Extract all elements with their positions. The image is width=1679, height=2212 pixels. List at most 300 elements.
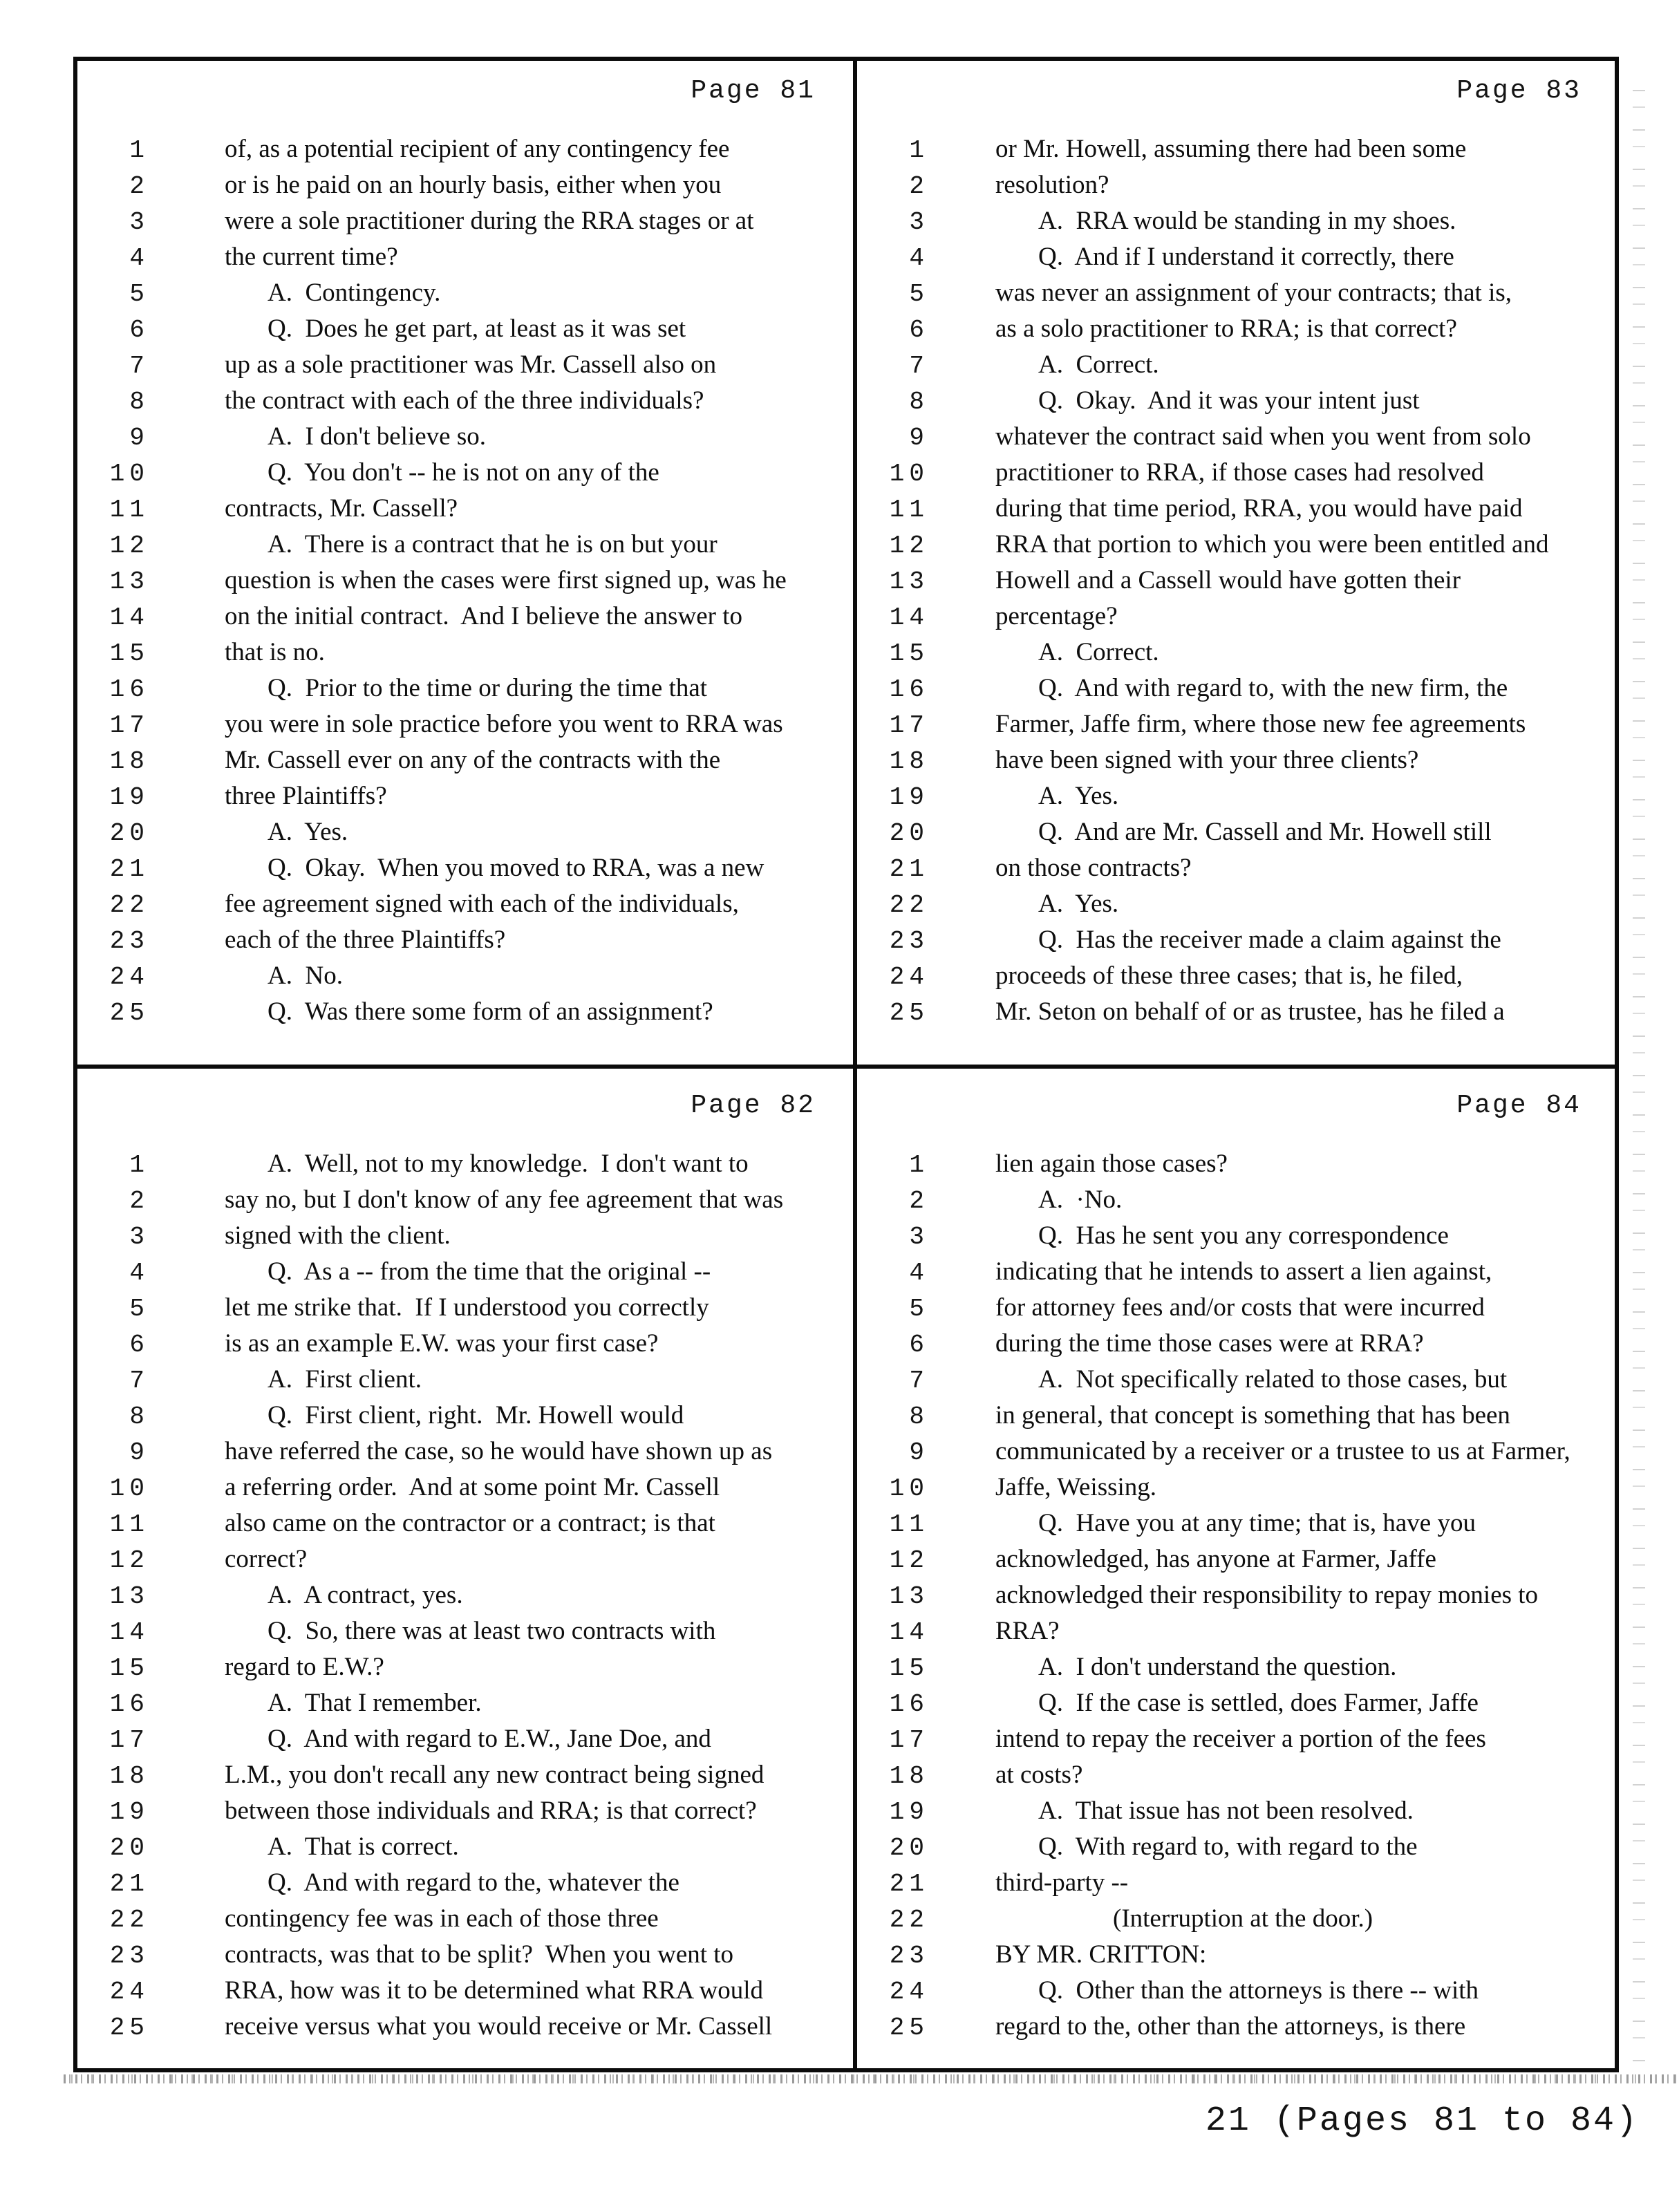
line-text: up as a sole practitioner was Mr. Cassell also on [225, 350, 717, 379]
line-number: 5 [129, 280, 149, 308]
line-number: 10 [889, 1474, 929, 1503]
line-text: L.M., you don't recall any new contract being signed [225, 1761, 765, 1789]
line-number: 14 [889, 603, 929, 632]
line-number: 11 [889, 496, 929, 524]
transcript-line [77, 347, 853, 383]
line-number: 23 [109, 1942, 149, 1970]
sheet-page-footer-label: 21 (Pages 81 to 84) [1205, 2101, 1639, 2141]
transcript-line [77, 599, 853, 635]
line-number: 1 [129, 1151, 149, 1179]
line-text: Mr. Cassell ever on any of the contracts with the [225, 746, 721, 774]
page-header-label: Page 84 [1456, 1091, 1582, 1121]
transcript-line [77, 1829, 853, 1865]
line-number: 13 [109, 1582, 149, 1611]
transcript-line [77, 1506, 853, 1541]
line-number: 2 [909, 1187, 929, 1215]
line-number: 10 [109, 1474, 149, 1503]
line-number: 6 [129, 316, 149, 344]
transcript-line [857, 455, 1619, 491]
line-number: 21 [109, 1870, 149, 1898]
transcript-line [77, 1793, 853, 1829]
line-text: is as an example E.W. was your first case? [225, 1329, 659, 1358]
transcript-line [77, 1218, 853, 1254]
transcript-line [857, 742, 1619, 778]
line-number: 3 [129, 1223, 149, 1251]
line-number: 19 [109, 783, 149, 812]
line-text: of, as a potential recipient of any contingency fee [225, 135, 730, 163]
transcript-line [77, 922, 853, 958]
line-number: 4 [129, 244, 149, 272]
line-text: Jaffe, Weissing. [995, 1473, 1157, 1501]
line-text: during that time period, RRA, you would have paid [995, 494, 1523, 523]
line-text: A. First client. [268, 1365, 422, 1394]
transcript-line [857, 706, 1619, 742]
line-text: for attorney fees and/or costs that were incurred [995, 1293, 1485, 1322]
transcript-line [77, 275, 853, 311]
line-number: 23 [109, 927, 149, 955]
line-number: 25 [109, 2014, 149, 2042]
line-number: 24 [109, 1978, 149, 2006]
line-number: 22 [889, 1906, 929, 1934]
transcript-line [77, 994, 853, 1030]
line-number: 18 [889, 1762, 929, 1790]
transcript-line [857, 635, 1619, 671]
transcript-line [77, 1470, 853, 1506]
line-text: A. Yes. [1038, 890, 1119, 918]
transcript-line [857, 383, 1619, 419]
page-header-label: Page 81 [691, 76, 816, 106]
line-text: question is when the cases were first signed up, was he [225, 566, 787, 594]
line-number: 2 [909, 172, 929, 200]
line-text: correct? [225, 1545, 308, 1573]
line-text: contingency fee was in each of those three [225, 1904, 659, 1933]
line-number: 8 [909, 388, 929, 416]
line-text: have been signed with your three clients? [995, 746, 1419, 774]
line-text: third-party -- [995, 1868, 1129, 1897]
line-text: Q. Has the receiver made a claim against the [1038, 926, 1501, 954]
line-text: Q. Prior to the time or during the time that [268, 674, 708, 702]
line-number: 10 [109, 460, 149, 488]
transcript-lines [77, 1146, 853, 2045]
transcript-line [857, 1793, 1619, 1829]
line-number: 12 [109, 532, 149, 560]
line-text: Q. Okay. And it was your intent just [1038, 386, 1420, 415]
transcript-line [77, 1865, 853, 1901]
line-number: 19 [109, 1798, 149, 1826]
line-number: 6 [129, 1331, 149, 1359]
line-number: 19 [889, 783, 929, 812]
line-number: 8 [129, 388, 149, 416]
page-header-label: Page 82 [691, 1091, 816, 1121]
line-number: 10 [889, 460, 929, 488]
line-text: Q. Okay. When you moved to RRA, was a new [268, 854, 765, 882]
transcript-line [857, 1290, 1619, 1326]
line-text: each of the three Plaintiffs? [225, 926, 506, 954]
line-number: 20 [109, 1834, 149, 1862]
line-number: 9 [129, 1438, 149, 1467]
transcript-line [77, 1721, 853, 1757]
transcript-line [77, 1649, 853, 1685]
transcript-line [857, 850, 1619, 886]
line-text: Farmer, Jaffe firm, where those new fee agreements [995, 710, 1526, 738]
line-number: 7 [129, 352, 149, 380]
transcript-line [77, 1290, 853, 1326]
page-header-label: Page 83 [1456, 76, 1582, 106]
line-text: Mr. Seton on behalf of or as trustee, has he filed a [995, 997, 1505, 1026]
transcript-line [857, 1721, 1619, 1757]
line-text: or Mr. Howell, assuming there had been some [995, 135, 1467, 163]
transcript-line [77, 1398, 853, 1434]
line-text: acknowledged their responsibility to repay monies to [995, 1581, 1539, 1609]
line-text: A. Contingency. [268, 279, 441, 307]
line-text: was never an assignment of your contracts; that is, [995, 279, 1512, 307]
line-text: on the initial contract. And I believe the answer to [225, 602, 743, 630]
line-text: Q. Other than the attorneys is there -- with [1038, 1976, 1479, 2005]
transcript-line [857, 203, 1619, 239]
transcript-line [77, 1326, 853, 1362]
transcript-line [857, 1685, 1619, 1721]
line-number: 15 [109, 639, 149, 668]
line-number: 16 [109, 675, 149, 704]
line-text: say no, but I don't know of any fee agreement that was [225, 1185, 784, 1214]
line-text: communicated by a receiver or a trustee to us at Farmer, [995, 1437, 1570, 1465]
transcript-line [77, 1613, 853, 1649]
line-number: 14 [109, 1618, 149, 1647]
line-text: RRA that portion to which you were been entitled and [995, 530, 1549, 559]
line-number: 5 [129, 1295, 149, 1323]
transcript-line [77, 131, 853, 167]
line-number: 18 [889, 747, 929, 776]
line-text: the contract with each of the three individuals? [225, 386, 704, 415]
transcript-line [77, 455, 853, 491]
transcript-line [77, 1146, 853, 1182]
transcript-line [857, 1649, 1619, 1685]
line-text: receive versus what you would receive or Mr. Cassell [225, 2012, 773, 2041]
page-panel-81 [77, 61, 853, 1065]
line-text: that is no. [225, 638, 325, 666]
transcript-line [77, 1362, 853, 1398]
line-text: Howell and a Cassell would have gotten their [995, 566, 1461, 594]
transcript-line [77, 167, 853, 203]
line-text: Q. And are Mr. Cassell and Mr. Howell still [1038, 818, 1492, 846]
transcript-line [857, 1398, 1619, 1434]
transcript-line [77, 1541, 853, 1577]
transcript-line [857, 563, 1619, 599]
line-text: during the time those cases were at RRA? [995, 1329, 1424, 1358]
line-text: also came on the contractor or a contract; is that [225, 1509, 715, 1537]
line-text: A. I don't understand the question. [1038, 1653, 1397, 1681]
transcript-line [77, 814, 853, 850]
transcript-line [77, 1901, 853, 1937]
transcript-line [77, 635, 853, 671]
line-number: 7 [909, 352, 929, 380]
transcript-line [77, 491, 853, 527]
line-number: 1 [129, 136, 149, 165]
line-number: 1 [909, 1151, 929, 1179]
transcript-line [857, 1182, 1619, 1218]
line-number: 11 [109, 496, 149, 524]
transcript-line [857, 419, 1619, 455]
line-text: A. I don't believe so. [268, 422, 486, 451]
line-number: 15 [889, 639, 929, 668]
line-number: 23 [889, 927, 929, 955]
line-number: 7 [909, 1367, 929, 1395]
line-text: signed with the client. [225, 1221, 451, 1250]
transcript-line [857, 1326, 1619, 1362]
line-number: 25 [889, 2014, 929, 2042]
transcript-line [857, 1218, 1619, 1254]
line-text: A. Not specifically related to those cases, but [1038, 1365, 1508, 1394]
transcript-line [857, 275, 1619, 311]
page-header [857, 1091, 1619, 1125]
transcript-line [857, 2009, 1619, 2045]
line-number: 14 [109, 603, 149, 632]
page-header [77, 76, 853, 111]
line-number: 3 [909, 208, 929, 236]
line-number: 21 [109, 855, 149, 883]
line-number: 22 [109, 891, 149, 919]
line-text: whatever the contract said when you went from solo [995, 422, 1531, 451]
transcript-line [77, 1757, 853, 1793]
line-number: 24 [889, 1978, 929, 2006]
line-number: 23 [889, 1942, 929, 1970]
line-text: A. Correct. [1038, 350, 1159, 379]
line-text: RRA? [995, 1617, 1060, 1645]
line-number: 16 [109, 1690, 149, 1718]
transcript-line [857, 1973, 1619, 2009]
transcript-line [77, 563, 853, 599]
transcript-line [857, 131, 1619, 167]
line-number: 14 [889, 1618, 929, 1647]
transcript-line [77, 419, 853, 455]
transcript-line [77, 886, 853, 922]
line-number: 20 [889, 1834, 929, 1862]
transcript-line [857, 1434, 1619, 1470]
line-number: 12 [889, 532, 929, 560]
line-text: regard to the, other than the attorneys, is there [995, 2012, 1466, 2041]
line-number: 7 [129, 1367, 149, 1395]
transcript-line [857, 1362, 1619, 1398]
transcript-line [857, 1937, 1619, 1973]
line-number: 25 [109, 999, 149, 1027]
transcript-line [857, 1470, 1619, 1506]
line-number: 22 [889, 891, 929, 919]
line-number: 17 [889, 1726, 929, 1754]
transcript-line [857, 1254, 1619, 1290]
transcript-line [857, 1865, 1619, 1901]
line-number: 17 [109, 711, 149, 740]
line-text: between those individuals and RRA; is that correct? [225, 1797, 757, 1825]
line-text: Q. And with regard to E.W., Jane Doe, and [268, 1725, 711, 1753]
transcript-line [857, 778, 1619, 814]
line-number: 18 [109, 747, 149, 776]
transcript-line [857, 1757, 1619, 1793]
line-text: lien again those cases? [995, 1150, 1228, 1178]
transcript-line [77, 1254, 853, 1290]
line-text: Q. As a -- from the time that the original -- [268, 1257, 711, 1286]
line-text: proceeds of these three cases; that is, he filed, [995, 962, 1463, 990]
line-text: RRA, how was it to be determined what RRA would [225, 1976, 763, 2005]
line-text: A. ·No. [1038, 1185, 1123, 1214]
line-text: A. Yes. [1038, 782, 1119, 810]
line-text: resolution? [995, 171, 1109, 199]
line-number: 24 [109, 963, 149, 991]
transcript-line [77, 1434, 853, 1470]
line-text: Q. Has he sent you any correspondence [1038, 1221, 1449, 1250]
transcript-line [77, 1973, 853, 2009]
transcript-line [857, 491, 1619, 527]
transcript-line [857, 527, 1619, 563]
line-text: Q. And if I understand it correctly, there [1038, 243, 1454, 271]
line-text: at costs? [995, 1761, 1083, 1789]
line-number: 20 [109, 819, 149, 847]
transcript-line [857, 922, 1619, 958]
line-number: 13 [109, 568, 149, 596]
line-text: or is he paid on an hourly basis, either when you [225, 171, 722, 199]
transcript-line [77, 958, 853, 994]
line-number: 25 [889, 999, 929, 1027]
line-text: A. No. [268, 962, 343, 990]
line-text: A. Well, not to my knowledge. I don't want to [268, 1150, 749, 1178]
transcript-line [857, 994, 1619, 1030]
line-text: (Interruption at the door.) [1113, 1904, 1373, 1933]
line-text: the current time? [225, 243, 398, 271]
line-number: 15 [889, 1654, 929, 1683]
line-number: 5 [909, 1295, 929, 1323]
transcript-line [77, 742, 853, 778]
line-text: A. RRA would be standing in my shoes. [1038, 207, 1456, 235]
transcript-line [77, 527, 853, 563]
line-text: A. Correct. [1038, 638, 1159, 666]
transcript-line [857, 167, 1619, 203]
line-text: Q. Have you at any time; that is, have you [1038, 1509, 1476, 1537]
page-header [857, 76, 1619, 111]
line-number: 8 [129, 1403, 149, 1431]
line-number: 9 [909, 1438, 929, 1467]
line-number: 22 [109, 1906, 149, 1934]
transcript-line [77, 671, 853, 706]
transcript-line [77, 706, 853, 742]
line-text: as a solo practitioner to RRA; is that correct? [995, 315, 1457, 343]
line-text: percentage? [995, 602, 1118, 630]
line-text: let me strike that. If I understood you correctly [225, 1293, 709, 1322]
sheet-page-footer [1206, 2101, 1639, 2141]
transcript-lines [857, 131, 1619, 1030]
line-number: 17 [109, 1726, 149, 1754]
transcript-lines [857, 1146, 1619, 2045]
page-panel-82 [77, 1069, 853, 2072]
line-text: Q. Was there some form of an assignment? [268, 997, 713, 1026]
transcript-line [77, 850, 853, 886]
line-number: 15 [109, 1654, 149, 1683]
transcript-line [857, 1901, 1619, 1937]
line-text: were a sole practitioner during the RRA stages or at [225, 207, 754, 235]
line-number: 13 [889, 568, 929, 596]
line-number: 3 [129, 208, 149, 236]
line-text: have referred the case, so he would have shown up as [225, 1437, 773, 1465]
transcript-line [857, 958, 1619, 994]
line-number: 6 [909, 1331, 929, 1359]
transcript-line [857, 599, 1619, 635]
line-number: 16 [889, 675, 929, 704]
line-number: 24 [889, 963, 929, 991]
line-number: 16 [889, 1690, 929, 1718]
transcript-line [77, 383, 853, 419]
line-number: 8 [909, 1403, 929, 1431]
line-text: Q. So, there was at least two contracts with [268, 1617, 716, 1645]
line-number: 17 [889, 711, 929, 740]
scan-noise-band-bottom [64, 2074, 1679, 2083]
line-text: A. That I remember. [268, 1689, 482, 1717]
line-number: 21 [889, 855, 929, 883]
line-number: 12 [889, 1546, 929, 1575]
line-text: regard to E.W.? [225, 1653, 384, 1681]
line-text: Q. And with regard to, with the new firm, the [1038, 674, 1508, 702]
transcript-line [857, 239, 1619, 275]
line-text: fee agreement signed with each of the individuals, [225, 890, 739, 918]
line-text: you were in sole practice before you went to RRA was [225, 710, 783, 738]
page-panel-83 [857, 61, 1619, 1065]
transcript-line [77, 1577, 853, 1613]
transcript-line [77, 239, 853, 275]
transcript-line [857, 347, 1619, 383]
line-number: 9 [909, 424, 929, 452]
line-number: 4 [129, 1259, 149, 1287]
line-text: A. A contract, yes. [268, 1581, 463, 1609]
transcript-line [857, 311, 1619, 347]
transcript-line [77, 203, 853, 239]
line-number: 11 [109, 1510, 149, 1539]
transcript-line [857, 1146, 1619, 1182]
line-text: intend to repay the receiver a portion of the fees [995, 1725, 1486, 1753]
line-text: A. That issue has not been resolved. [1038, 1797, 1414, 1825]
line-text: A. There is a contract that he is on but your [268, 530, 717, 559]
line-text: Q. You don't -- he is not on any of the [268, 458, 659, 487]
line-number: 2 [129, 1187, 149, 1215]
line-text: contracts, Mr. Cassell? [225, 494, 458, 523]
line-number: 6 [909, 316, 929, 344]
line-text: acknowledged, has anyone at Farmer, Jaffe [995, 1545, 1436, 1573]
transcript-line [857, 886, 1619, 922]
line-text: in general, that concept is something that has been [995, 1401, 1510, 1430]
line-text: A. That is correct. [268, 1833, 459, 1861]
line-text: a referring order. And at some point Mr. Cassell [225, 1473, 720, 1501]
line-number: 13 [889, 1582, 929, 1611]
transcript-line [857, 671, 1619, 706]
transcript-line [857, 1577, 1619, 1613]
line-text: practitioner to RRA, if those cases had resolved [995, 458, 1484, 487]
transcript-line [77, 2009, 853, 2045]
line-text: Q. If the case is settled, does Farmer, Jaffe [1038, 1689, 1479, 1717]
transcript-line [77, 778, 853, 814]
line-number: 2 [129, 172, 149, 200]
transcript-line [77, 1182, 853, 1218]
line-text: A. Yes. [268, 818, 348, 846]
line-text: Q. And with regard to the, whatever the [268, 1868, 679, 1897]
transcript-line [857, 1506, 1619, 1541]
line-number: 12 [109, 1546, 149, 1575]
line-text: indicating that he intends to assert a lien against, [995, 1257, 1492, 1286]
transcript-lines [77, 131, 853, 1030]
line-number: 18 [109, 1762, 149, 1790]
line-number: 5 [909, 280, 929, 308]
scan-noise-band-right [1633, 90, 1645, 2067]
line-number: 20 [889, 819, 929, 847]
line-number: 3 [909, 1223, 929, 1251]
line-number: 19 [889, 1798, 929, 1826]
line-text: three Plaintiffs? [225, 782, 387, 810]
transcript-line [857, 1541, 1619, 1577]
